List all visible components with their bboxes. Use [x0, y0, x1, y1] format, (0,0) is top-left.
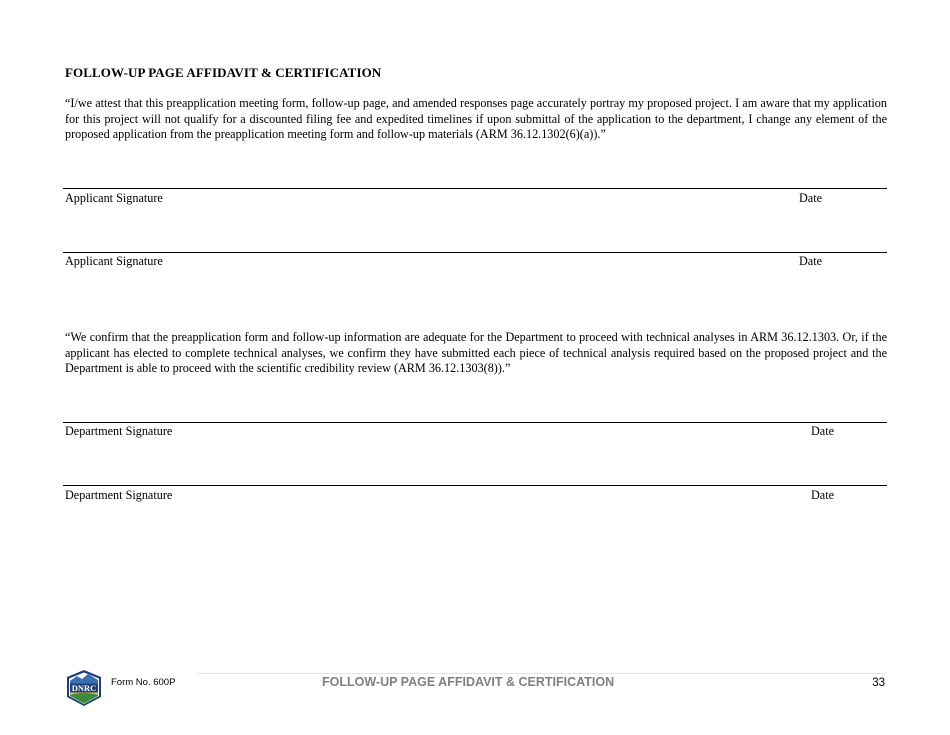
applicant-date-label-2: Date — [799, 254, 823, 268]
applicant-date-label-1: Date — [799, 191, 823, 205]
dnrc-logo-icon — [64, 669, 104, 707]
applicant-signature-line-2[interactable] — [63, 252, 887, 253]
department-date-label-1: Date — [811, 424, 835, 438]
logo-text: DNRC — [71, 683, 97, 694]
department-signature-label-2: Department Signature — [65, 488, 173, 502]
applicant-signature-label-2: Applicant Signature — [65, 254, 163, 268]
form-number: Form No. 600P — [111, 677, 176, 688]
department-statement: “We confirm that the preapplication form and follow-up information are adequate for the Department to proceed with technical analyses in ARM 36.12.1303. Or, if the applicant has elected to complete technical analyses, we confirm they have submitted each piece of technical analysis required based on the proposed project and the Department is able to proceed with the scientific credibility review (ARM 36.12.1303(8)).” — [65, 330, 887, 375]
department-date-label-2: Date — [811, 488, 835, 502]
department-signature-line-1[interactable] — [63, 422, 887, 423]
department-signature-label-1: Department Signature — [65, 424, 173, 438]
footer-title: FOLLOW-UP PAGE AFFIDAVIT & CERTIFICATION — [322, 675, 615, 689]
footer-divider — [197, 673, 887, 674]
page-title: FOLLOW-UP PAGE AFFIDAVIT & CERTIFICATION — [65, 65, 382, 80]
applicant-statement: “I/we attest that this preapplication meeting form, follow-up page, and amended responses page accurately portray my proposed project. I am aware that my application for this project will not qualify for a discounted filing fee and expedited timelines if upon submittal of the application to the department, I change any element of the proposed application from the preapplication meeting form and follow-up materials (ARM 36.12.1302(6)(a)).” — [65, 96, 887, 141]
applicant-signature-line-1[interactable] — [63, 188, 887, 189]
page-number: 33 — [872, 677, 885, 689]
applicant-signature-label-1: Applicant Signature — [65, 191, 163, 205]
department-signature-line-2[interactable] — [63, 485, 887, 486]
